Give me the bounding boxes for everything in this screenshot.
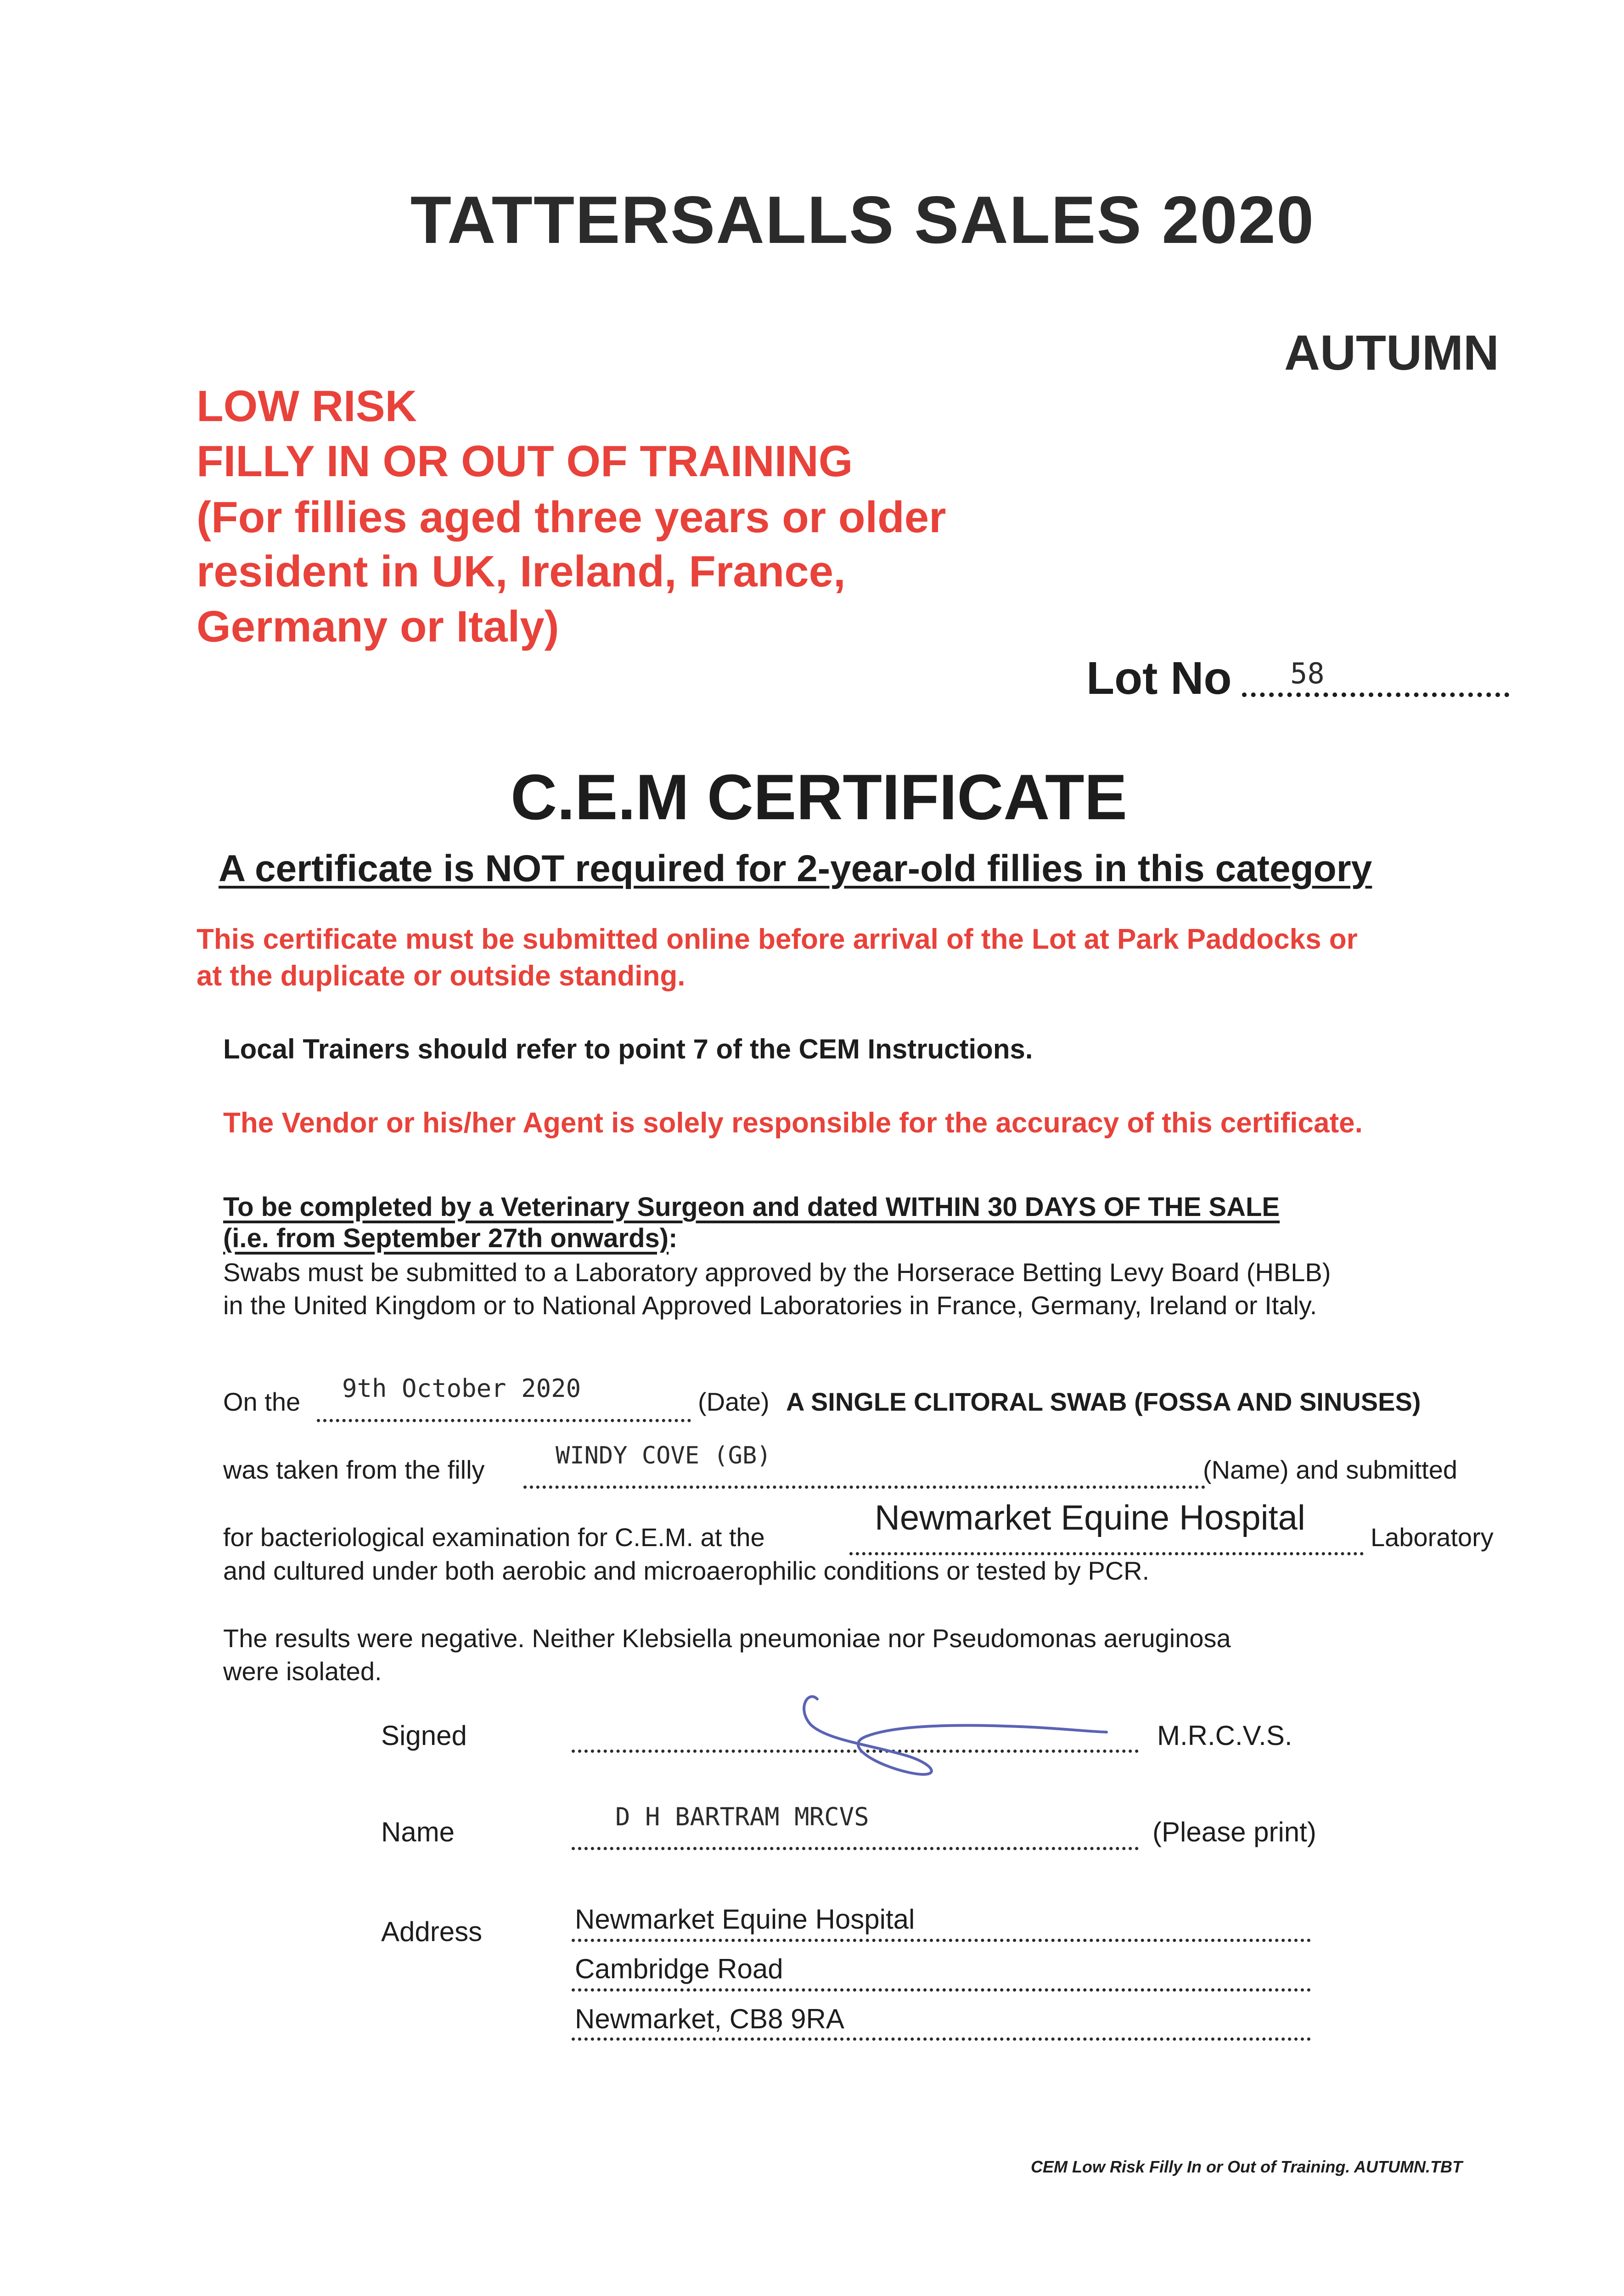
address-label: Address [381, 1916, 483, 1947]
lot-number-field[interactable] [1242, 692, 1509, 697]
date-field[interactable] [317, 1419, 691, 1422]
instructions-body-line-2: in the United Kingdom or to National Approved Laboratories in France, Germany, Ireland or Italy. [223, 1291, 1317, 1320]
instructions-heading-line-2 [223, 1223, 677, 1254]
swab-description: A SINGLE CLITORAL SWAB (FOSSA AND SINUSES) [786, 1387, 1421, 1416]
instructions-heading-line-1: To be completed by a Veterinary Surgeon and dated WITHIN 30 DAYS OF THE SALE [223, 1192, 1280, 1222]
address-field-2[interactable] [572, 1988, 1311, 1992]
filly-suffix: (Name) and submitted [1203, 1455, 1458, 1484]
trainers-notice: Local Trainers should refer to point 7 of the CEM Instructions. [223, 1034, 1033, 1064]
vendor-responsibility-notice: The Vendor or his/her Agent is solely responsible for the accuracy of this certificate. [223, 1107, 1363, 1139]
date-prefix: On the [223, 1387, 301, 1416]
name-label: Name [381, 1817, 455, 1847]
category-line-1: LOW RISK [197, 382, 417, 431]
address-field-1[interactable] [572, 1939, 1311, 1942]
submission-notice-line-2: at the duplicate or outside standing. [197, 960, 686, 992]
category-line-3: (For fillies aged three years or older [197, 493, 946, 542]
results-line-2: were isolated. [223, 1657, 382, 1686]
lot-number-value: 58 [1290, 657, 1325, 690]
printed-name-value: D H BARTRAM MRCVS [615, 1802, 869, 1831]
sales-title: TATTERSALLS SALES 2020 [410, 182, 1315, 257]
filly-name-value: WINDY COVE (GB) [556, 1442, 771, 1469]
date-value: 9th October 2020 [342, 1374, 581, 1403]
results-line-1: The results were negative. Neither Klebsiella pneumoniae nor Pseudomonas aeruginosa [223, 1624, 1231, 1653]
laboratory-value: Newmarket Equine Hospital [875, 1498, 1305, 1537]
culture-statement: and cultured under both aerobic and microaerophilic conditions or tested by PCR. [223, 1556, 1150, 1585]
lab-suffix: Laboratory [1371, 1523, 1494, 1552]
instructions-heading-colon: : [669, 1223, 678, 1253]
signature-scribble [771, 1681, 1139, 1782]
filly-prefix: was taken from the filly [223, 1455, 485, 1484]
certificate-requirement-note: A certificate is NOT required for 2-year-old fillies in this category [219, 848, 1372, 889]
signed-label: Signed [381, 1720, 467, 1751]
mrcvs-label: M.R.C.V.S. [1157, 1720, 1292, 1751]
category-line-5: Germany or Italy) [197, 602, 559, 651]
category-line-4: resident in UK, Ireland, France, [197, 547, 846, 596]
category-line-2: FILLY IN OR OUT OF TRAINING [197, 437, 853, 486]
submission-notice-line-1: This certificate must be submitted online before arrival of the Lot at Park Paddocks or [197, 923, 1358, 955]
season-label: AUTUMN [1284, 325, 1499, 380]
please-print-label: (Please print) [1152, 1817, 1316, 1847]
certificate-title: C.E.M CERTIFICATE [511, 761, 1127, 833]
laboratory-field[interactable] [849, 1552, 1364, 1555]
instructions-body-line-1: Swabs must be submitted to a Laboratory approved by the Horserace Betting Levy Board (HBLB) [223, 1258, 1331, 1287]
lot-number-label: Lot No [1086, 653, 1232, 704]
form-reference: CEM Low Risk Filly In or Out of Training. AUTUMN.TBT [1031, 2157, 1462, 2176]
lab-prefix: for bacteriological examination for C.E.M. at the [223, 1523, 765, 1552]
address-line-1: Newmarket Equine Hospital [575, 1904, 915, 1935]
address-line-2: Cambridge Road [575, 1953, 783, 1984]
address-field-3[interactable] [572, 2037, 1311, 2041]
instructions-heading-date: (i.e. from September 27th onwards) [223, 1223, 669, 1253]
address-line-3: Newmarket, CB8 9RA [575, 2003, 844, 2034]
date-suffix: (Date) [698, 1387, 770, 1416]
printed-name-field[interactable] [572, 1847, 1139, 1850]
filly-name-field[interactable] [523, 1486, 1205, 1489]
